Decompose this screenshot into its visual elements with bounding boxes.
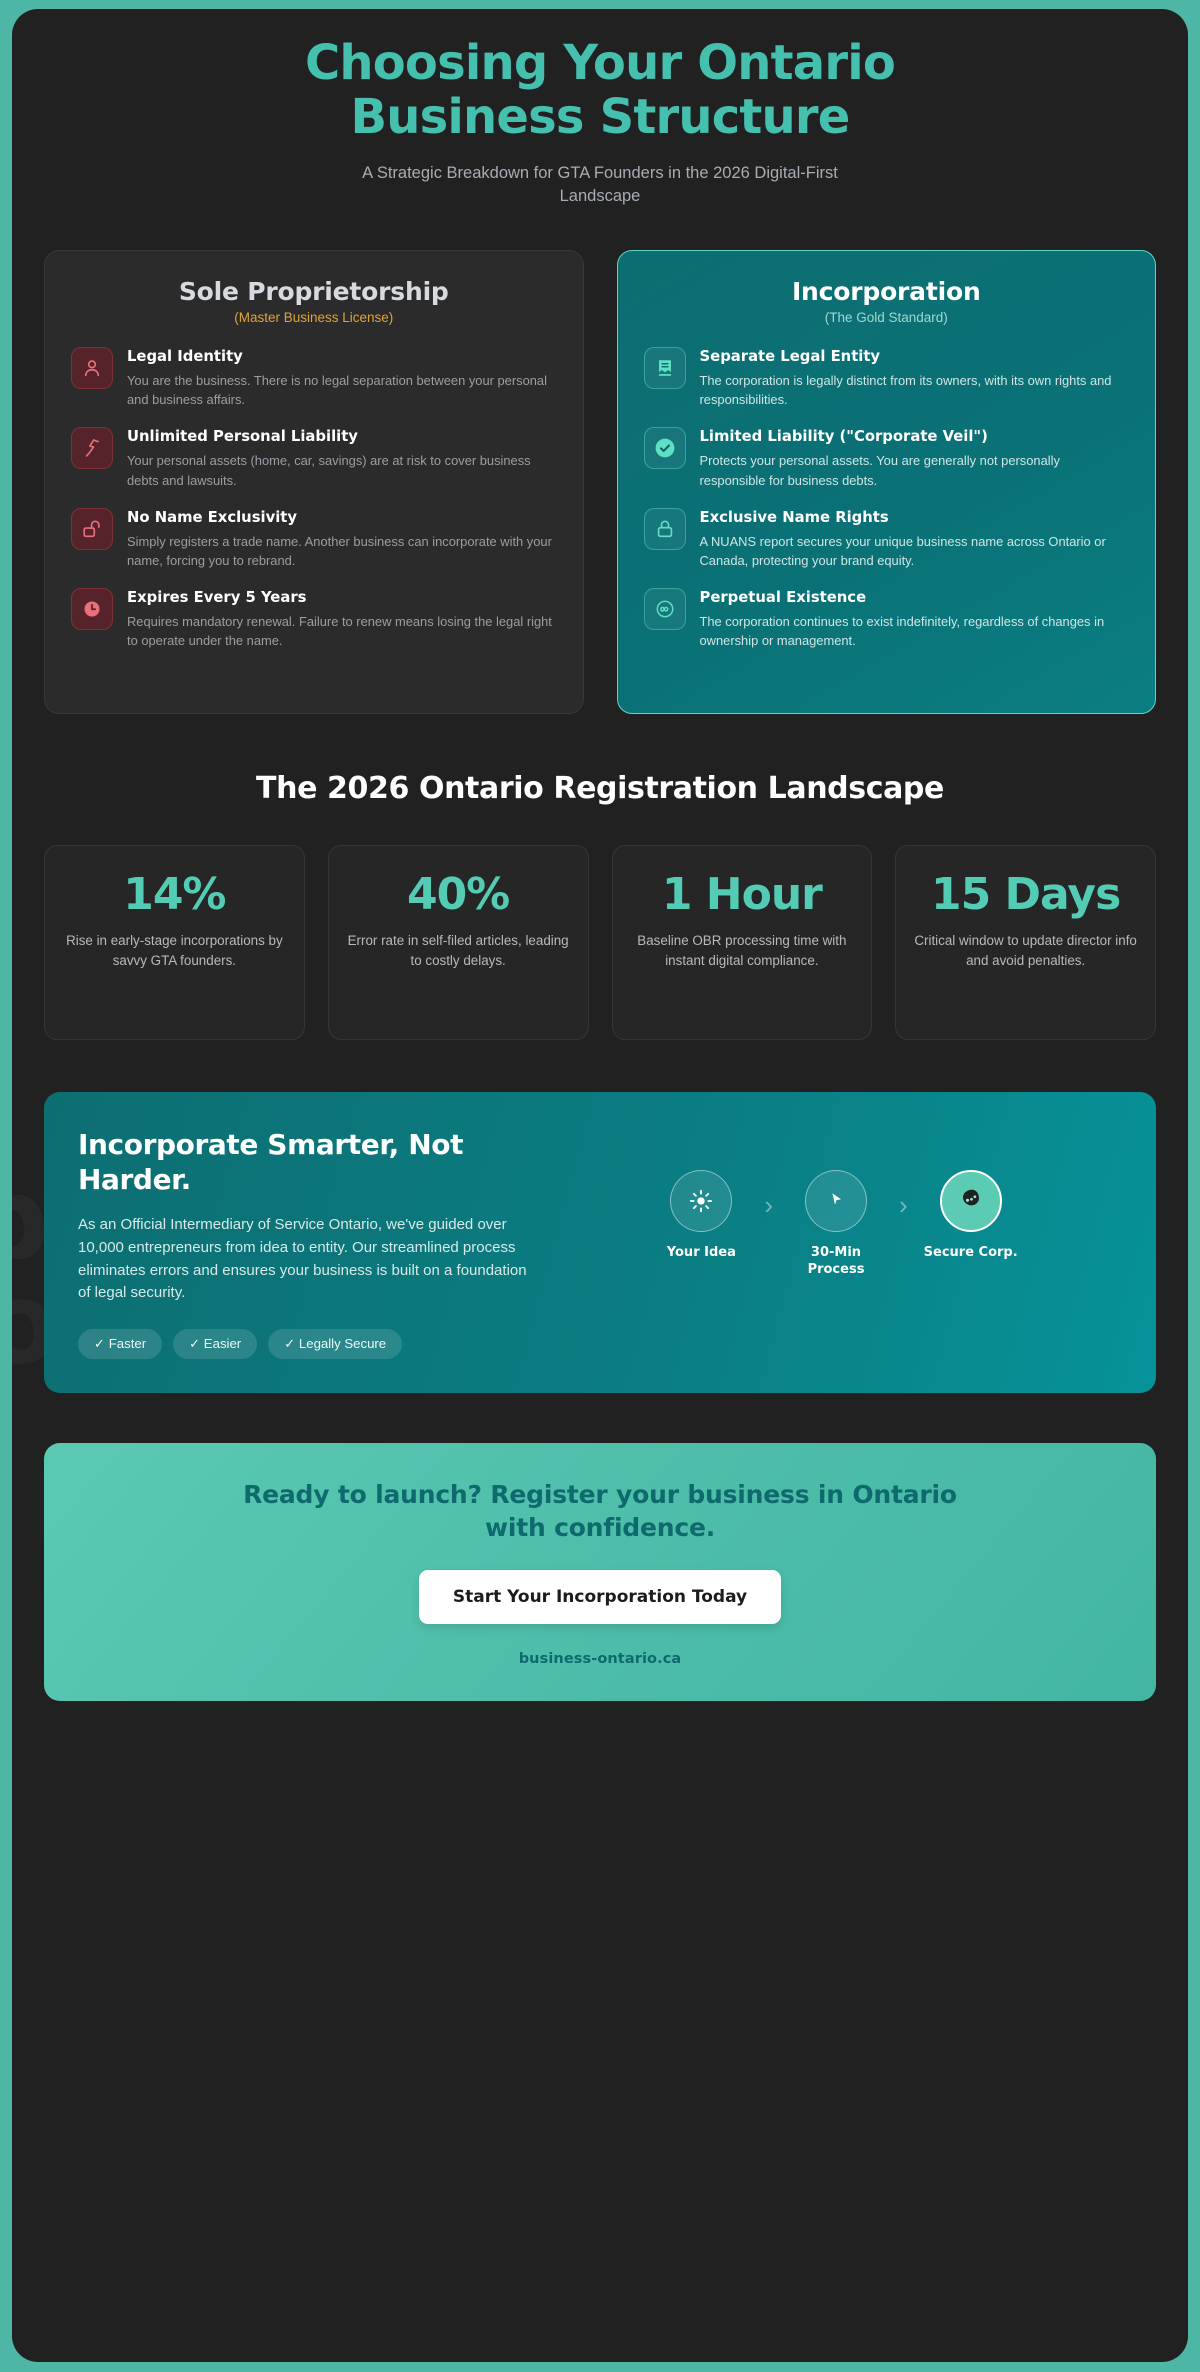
feature-row [644,347,1130,409]
stat-value: 15 Days [930,869,1121,921]
site-url[interactable]: business-ontario.ca [518,1651,682,1668]
final-cta-section [44,1443,1156,1701]
process-step-caption: Your Idea [666,1245,736,1261]
stat-card [328,845,589,1040]
comparison-section [44,250,1156,714]
feature-desc: Simply registers a trade name. Another business can incorporate with your name, forcing you to rebrand. [127,533,552,568]
feature-text [700,347,1130,409]
person-icon [71,347,113,389]
sole-card-tagline: (Master Business License) [234,310,394,326]
promo-pill-easier: ✓ Easier [173,1329,257,1359]
feature-desc: A NUANS report secures your unique business name across Ontario or Canada, protecting your brand equity. [699,533,1106,568]
promo-heading: Incorporate Smarter, Not Harder. [78,1128,464,1196]
incorporation-card-tagline: (The Gold Standard) [824,310,948,326]
stat-label: Baseline OBR processing time with instant digital compliance. [637,933,847,968]
feature-text [700,508,1130,570]
promo-pill-faster: ✓ Faster [78,1329,162,1359]
feature-title: No Name Exclusivity [127,508,298,526]
chevron-right-icon: › [764,1190,773,1221]
feature-desc: You are the business. There is no legal separation between your personal and business affairs. [127,373,547,408]
incorporation-card [617,250,1157,714]
stats-row [44,845,1156,1040]
feature-desc: Protects your personal assets. You are generally not personally responsible for business debts. [699,453,1060,488]
unlock-icon [71,508,113,550]
process-step-caption: 30-Min Process [807,1245,865,1277]
start-incorporation-button[interactable]: Start Your Incorporation Today [419,1570,781,1624]
stat-card [612,845,873,1040]
stat-value: 14% [123,869,226,921]
process-step-your-idea [646,1170,756,1262]
sole-card-title: Sole Proprietorship [178,277,449,307]
content-wrapper [12,9,1188,1701]
lock-icon [644,508,686,550]
feature-desc: The corporation is legally distinct from its owners, with its own rights and responsibilities. [699,373,1112,408]
feature-row [71,347,557,409]
feature-row [71,588,557,650]
feature-text [700,427,1130,489]
stat-label: Rise in early-stage incorporations by savvy GTA founders. [66,933,283,968]
broken-shield-icon [71,427,113,469]
cta-heading: Ready to launch? Register your business in Ontario with confidence. [243,1480,957,1542]
incorporation-card-title: Incorporation [791,277,981,307]
shield-blob-icon [940,1170,1002,1232]
process-step-30-min-process [781,1170,891,1278]
feature-title: Legal Identity [127,348,243,366]
promo-pills [78,1329,530,1359]
cursor-pointer-icon [805,1170,867,1232]
process-step-caption: Secure Corp. [923,1245,1018,1261]
chevron-right-icon: › [899,1190,908,1221]
page-title: Choosing Your Ontario Business Structure [304,35,896,145]
stat-value: 40% [406,869,510,921]
stat-card [895,845,1156,1040]
infographic-sheet [12,9,1188,2362]
process-steps [550,1128,1122,1278]
stat-label: Critical window to update director info and avoid penalties. [914,933,1137,968]
sole-proprietorship-card [44,250,584,714]
feature-row [71,427,557,489]
feature-title: Unlimited Personal Liability [127,428,358,446]
feature-desc: Your personal assets (home, car, savings) are at risk to cover business debts and lawsuits. [127,453,531,488]
feature-title: Separate Legal Entity [699,348,881,366]
feature-title: Expires Every 5 Years [127,588,307,606]
sun-idea-icon [670,1170,732,1232]
feature-row [71,508,557,570]
stats-section-title: The 2026 Ontario Registration Landscape [256,771,944,807]
promo-body: As an Official Intermediary of Service Ontario, we've guided over 10,000 entrepreneurs from idea to entity. Our streamlined process eliminates errors and ensures your business is built on a foundation of legal security. [78,1215,527,1302]
stat-value: 1 Hour [661,869,822,921]
check-circle-icon [644,427,686,469]
promo-pill-legally-secure: ✓ Legally Secure [268,1329,402,1359]
feature-text [700,588,1130,650]
promo-copy [78,1128,530,1359]
feature-title: Perpetual Existence [699,588,867,606]
feature-row [644,427,1130,489]
feature-text [127,508,557,570]
page-subtitle: A Strategic Breakdown for GTA Founders in the 2026 Digital-First Landscape [362,163,838,205]
feature-desc: The corporation continues to exist indefinitely, regardless of changes in ownership or management. [699,613,1105,648]
clock-icon [71,588,113,630]
infinity-circle-icon [644,588,686,630]
feature-row [644,508,1130,570]
stat-card [44,845,305,1040]
feature-row [644,588,1130,650]
feature-text [127,427,557,489]
promo-band [44,1092,1156,1393]
feature-title: Limited Liability ("Corporate Veil") [699,428,988,446]
feature-title: Exclusive Name Rights [699,508,889,526]
certificate-icon [644,347,686,389]
feature-text [127,347,557,409]
feature-desc: Requires mandatory renewal. Failure to renew means losing the legal right to operate under the name. [127,613,552,648]
stat-label: Error rate in self-filed articles, leading to costly delays. [347,933,569,968]
process-step-secure-corp [916,1170,1026,1262]
header [44,9,1156,208]
feature-text [127,588,557,650]
